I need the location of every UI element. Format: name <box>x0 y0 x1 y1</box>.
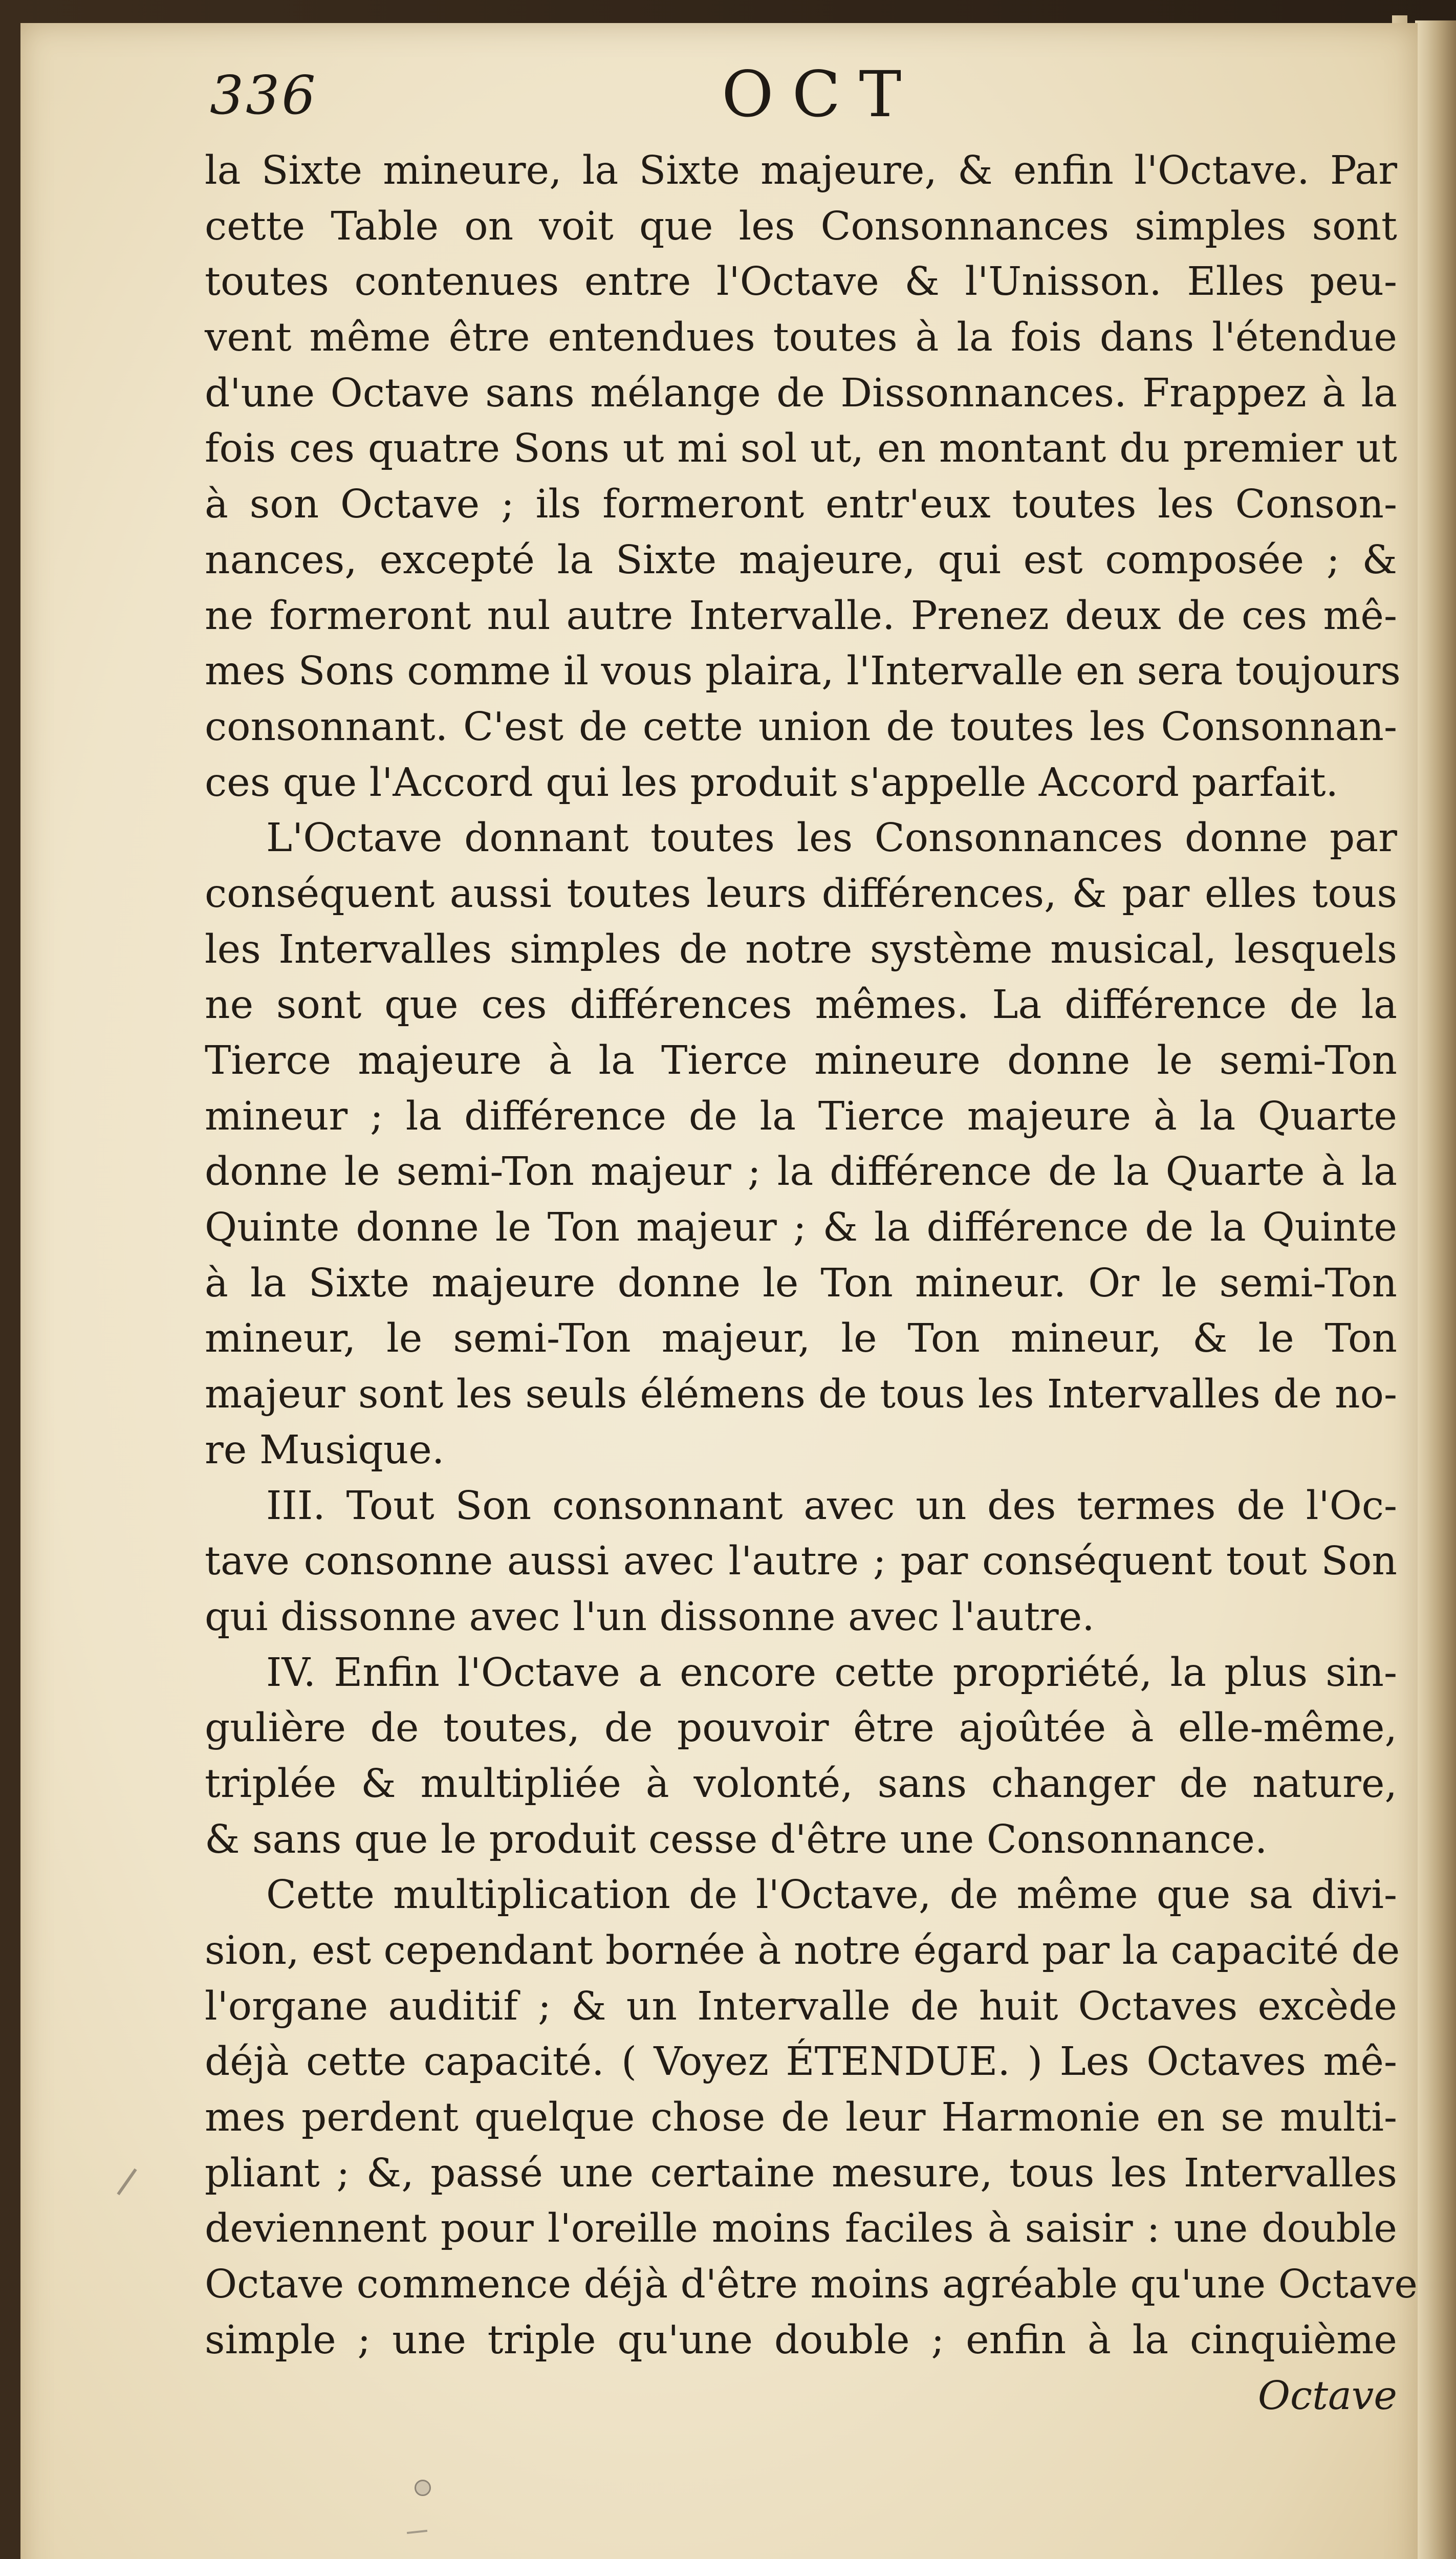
body-text <box>205 143 1418 2424</box>
text-line: cette Table on voit que les Consonnances simples sont <box>205 203 1397 249</box>
text-line: la Sixte mineure, la Sixte majeure, & enfin l'Octave. Par <box>205 148 1397 193</box>
text-line: vent même être entendues toutes à la fois dans l'étendue <box>205 315 1397 361</box>
ink-mark <box>407 2530 427 2534</box>
text-line: ces que l'Accord qui les produit s'appelle Accord parfait. <box>205 760 1339 806</box>
text-line: conséquent aussi toutes leurs différences, & par elles tous <box>205 871 1397 917</box>
text-line: re Musique. <box>205 1427 445 1473</box>
text-line: IV. Enfin l'Octave a encore cette propriété, la plus sin- <box>266 1650 1397 1696</box>
text-line: sion, est cependant bornée à notre égard par la capacité de <box>205 1928 1400 1974</box>
text-line: à la Sixte majeure donne le Ton mineur. Or le semi-Ton <box>205 1260 1397 1306</box>
text-line: d'une Octave sans mélange de Dissonnances. Frappez à la <box>205 370 1397 416</box>
text-line: mineur ; la différence de la Tierce majeure à la Quarte <box>205 1093 1397 1139</box>
text-line: & sans que le produit cesse d'être une Consonnance. <box>205 1816 1268 1862</box>
text-line: mineur, le semi-Ton majeur, le Ton mineur, & le Ton <box>205 1316 1397 1362</box>
text-line: Octave commence déjà d'être moins agréable qu'une Octave <box>205 2262 1418 2308</box>
ink-dot <box>415 2480 431 2496</box>
text-line: déjà cette capacité. ( Voyez ÉTENDUE. ) Les Octaves mê- <box>205 2039 1397 2085</box>
book-page <box>20 23 1418 2559</box>
text-line: consonnant. C'est de cette union de toutes les Consonnan- <box>205 704 1397 750</box>
margin-pencil-mark <box>117 2168 137 2196</box>
text-line: triplée & multipliée à volonté, sans changer de nature, <box>205 1761 1397 1807</box>
text-line: simple ; une triple qu'une double ; enfin à la cinquième <box>205 2317 1397 2363</box>
text-line: mes perdent quelque chose de leur Harmonie en se multi- <box>205 2095 1397 2141</box>
page-header <box>189 44 1315 146</box>
page-number: 336 <box>210 64 318 126</box>
text-line: Cette multiplication de l'Octave, de même que sa divi- <box>266 1872 1397 1918</box>
text-line: L'Octave donnant toutes les Consonnances donne par <box>266 815 1397 861</box>
catchword: Octave <box>1257 2373 1397 2419</box>
text-line: tave consonne aussi avec l'autre ; par conséquent tout Son <box>205 1538 1397 1585</box>
running-head: OCT <box>722 58 920 132</box>
text-line: l'organe auditif ; & un Intervalle de huit Octaves excède <box>205 1983 1397 2029</box>
text-line: mes Sons comme il vous plaira, l'Intervalle en sera toujours <box>205 648 1401 695</box>
text-line: à son Octave ; ils formeront entr'eux toutes les Conson- <box>205 482 1397 528</box>
text-line: ne formeront nul autre Intervalle. Prenez deux de ces mê- <box>205 593 1397 639</box>
text-line: gulière de toutes, de pouvoir être ajoûtée à elle-même, <box>205 1705 1397 1751</box>
page-edges-stack <box>1415 20 1456 2559</box>
text-line: ne sont que ces différences mêmes. La différence de la <box>205 982 1397 1028</box>
text-line: majeur sont les seuls élémens de tous les Intervalles de no- <box>205 1372 1397 1418</box>
text-line: fois ces quatre Sons ut mi sol ut, en montant du premier ut <box>205 426 1397 472</box>
text-line: Tierce majeure à la Tierce mineure donne le semi-Ton <box>205 1038 1397 1083</box>
text-line: les Intervalles simples de notre système musical, lesquels <box>205 926 1397 972</box>
text-line: Quinte donne le Ton majeur ; & la différence de la Quinte <box>205 1205 1397 1251</box>
text-line: qui dissonne avec l'un dissonne avec l'autre. <box>205 1594 1095 1640</box>
text-line: toutes contenues entre l'Octave & l'Unisson. Elles peu- <box>205 259 1397 305</box>
text-line: deviennent pour l'oreille moins faciles à saisir : une double <box>205 2206 1397 2252</box>
text-line: pliant ; &, passé une certaine mesure, tous les Intervalles <box>205 2150 1397 2196</box>
text-line: III. Tout Son consonnant avec un des termes de l'Oc- <box>266 1483 1397 1529</box>
text-line: nances, excepté la Sixte majeure, qui est composée ; & <box>205 537 1397 583</box>
text-line: donne le semi-Ton majeur ; la différence de la Quarte à la <box>205 1149 1397 1195</box>
